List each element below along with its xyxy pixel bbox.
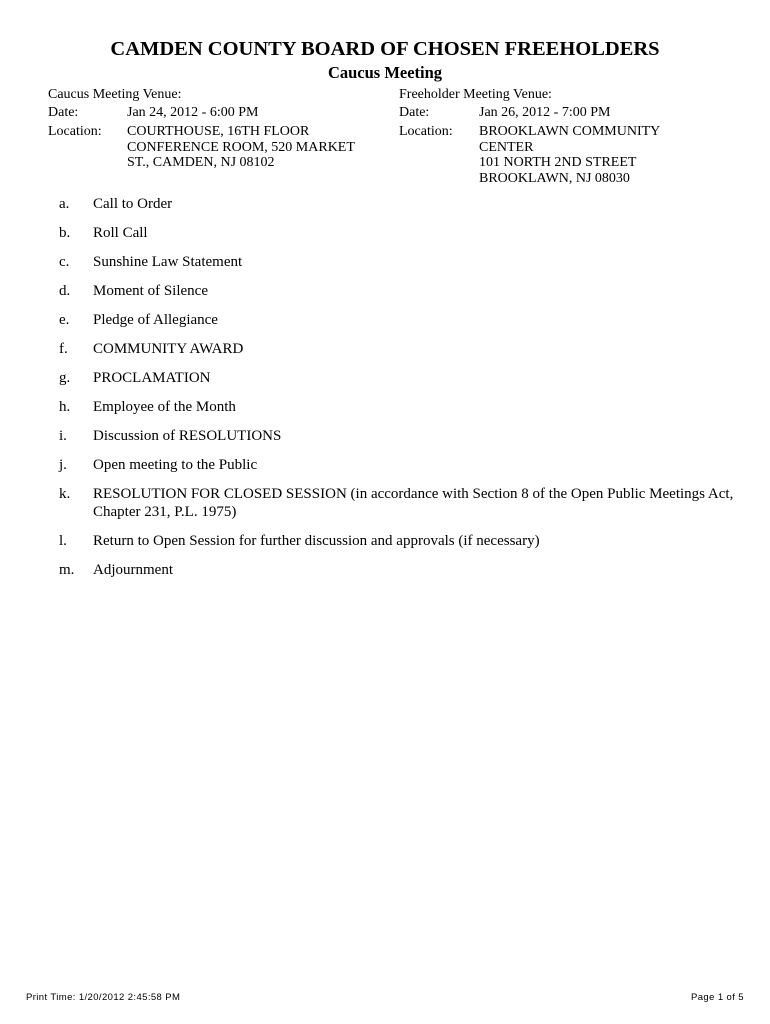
agenda-item-letter: f. [59, 341, 68, 357]
freeholder-location-value: BROOKLAWN COMMUNITY CENTER 101 NORTH 2ND STREET BROOKLAWN, NJ 08030 [479, 124, 661, 186]
freeholder-venue-block [399, 87, 739, 187]
caucus-venue-heading: Caucus Meeting Venue: [48, 87, 182, 102]
agenda-item-text: Call to Order [93, 196, 173, 212]
caucus-venue-block [48, 87, 393, 177]
agenda-item-text: COMMUNITY AWARD [93, 341, 244, 357]
agenda-item-text: PROCLAMATION [93, 370, 211, 386]
page-number: Page 1 of 5 [691, 992, 744, 1003]
agenda-item-text: Open meeting to the Public [93, 457, 258, 473]
agenda-item-letter: l. [59, 533, 67, 549]
caucus-location-label: Location: [48, 124, 102, 139]
agenda-item-text: RESOLUTION FOR CLOSED SESSION (in accordance with Section 8 of the Open Public Meetings Act, Chapter 231, P.L. 1975) [93, 486, 734, 520]
agenda-item-text: Sunshine Law Statement [93, 254, 243, 270]
agenda-item-letter: d. [59, 283, 71, 299]
agenda-item-letter: m. [59, 562, 75, 578]
agenda-item-letter: h. [59, 399, 71, 415]
agenda-item-letter: k. [59, 486, 71, 502]
document-subtitle: Caucus Meeting [327, 63, 443, 82]
freeholder-date-value: Jan 26, 2012 - 7:00 PM [479, 105, 611, 120]
agenda-item-letter: a. [59, 196, 70, 212]
agenda-item-text: Pledge of Allegiance [93, 312, 218, 328]
document-title: CAMDEN COUNTY BOARD OF CHOSEN FREEHOLDERS [110, 38, 660, 60]
print-time: Print Time: 1/20/2012 2:45:58 PM [26, 992, 181, 1003]
agenda-item-text: Moment of Silence [93, 283, 208, 299]
agenda-item-letter: g. [59, 370, 71, 386]
caucus-date-value: Jan 24, 2012 - 6:00 PM [127, 105, 259, 120]
agenda-item-letter: b. [59, 225, 71, 241]
agenda-item-letter: e. [59, 312, 70, 328]
agenda-item-text: Adjournment [93, 562, 173, 578]
freeholder-venue-heading: Freeholder Meeting Venue: [399, 87, 552, 102]
agenda-item-text: Discussion of RESOLUTIONS [93, 428, 282, 444]
caucus-date-label: Date: [48, 105, 79, 120]
agenda-item-letter: c. [59, 254, 70, 270]
agenda-item-text: Return to Open Session for further discussion and approvals (if necessary) [93, 533, 540, 549]
agenda-item-text: Roll Call [93, 225, 148, 241]
freeholder-location-label: Location: [399, 124, 453, 139]
freeholder-date-label: Date: [399, 105, 430, 120]
agenda-item-letter: j. [59, 457, 67, 473]
caucus-location-value: COURTHOUSE, 16TH FLOOR CONFERENCE ROOM, 520 MARKET ST., CAMDEN, NJ 08102 [127, 124, 355, 170]
agenda-item-letter: i. [59, 428, 67, 444]
agenda-item-text: Employee of the Month [93, 399, 236, 415]
